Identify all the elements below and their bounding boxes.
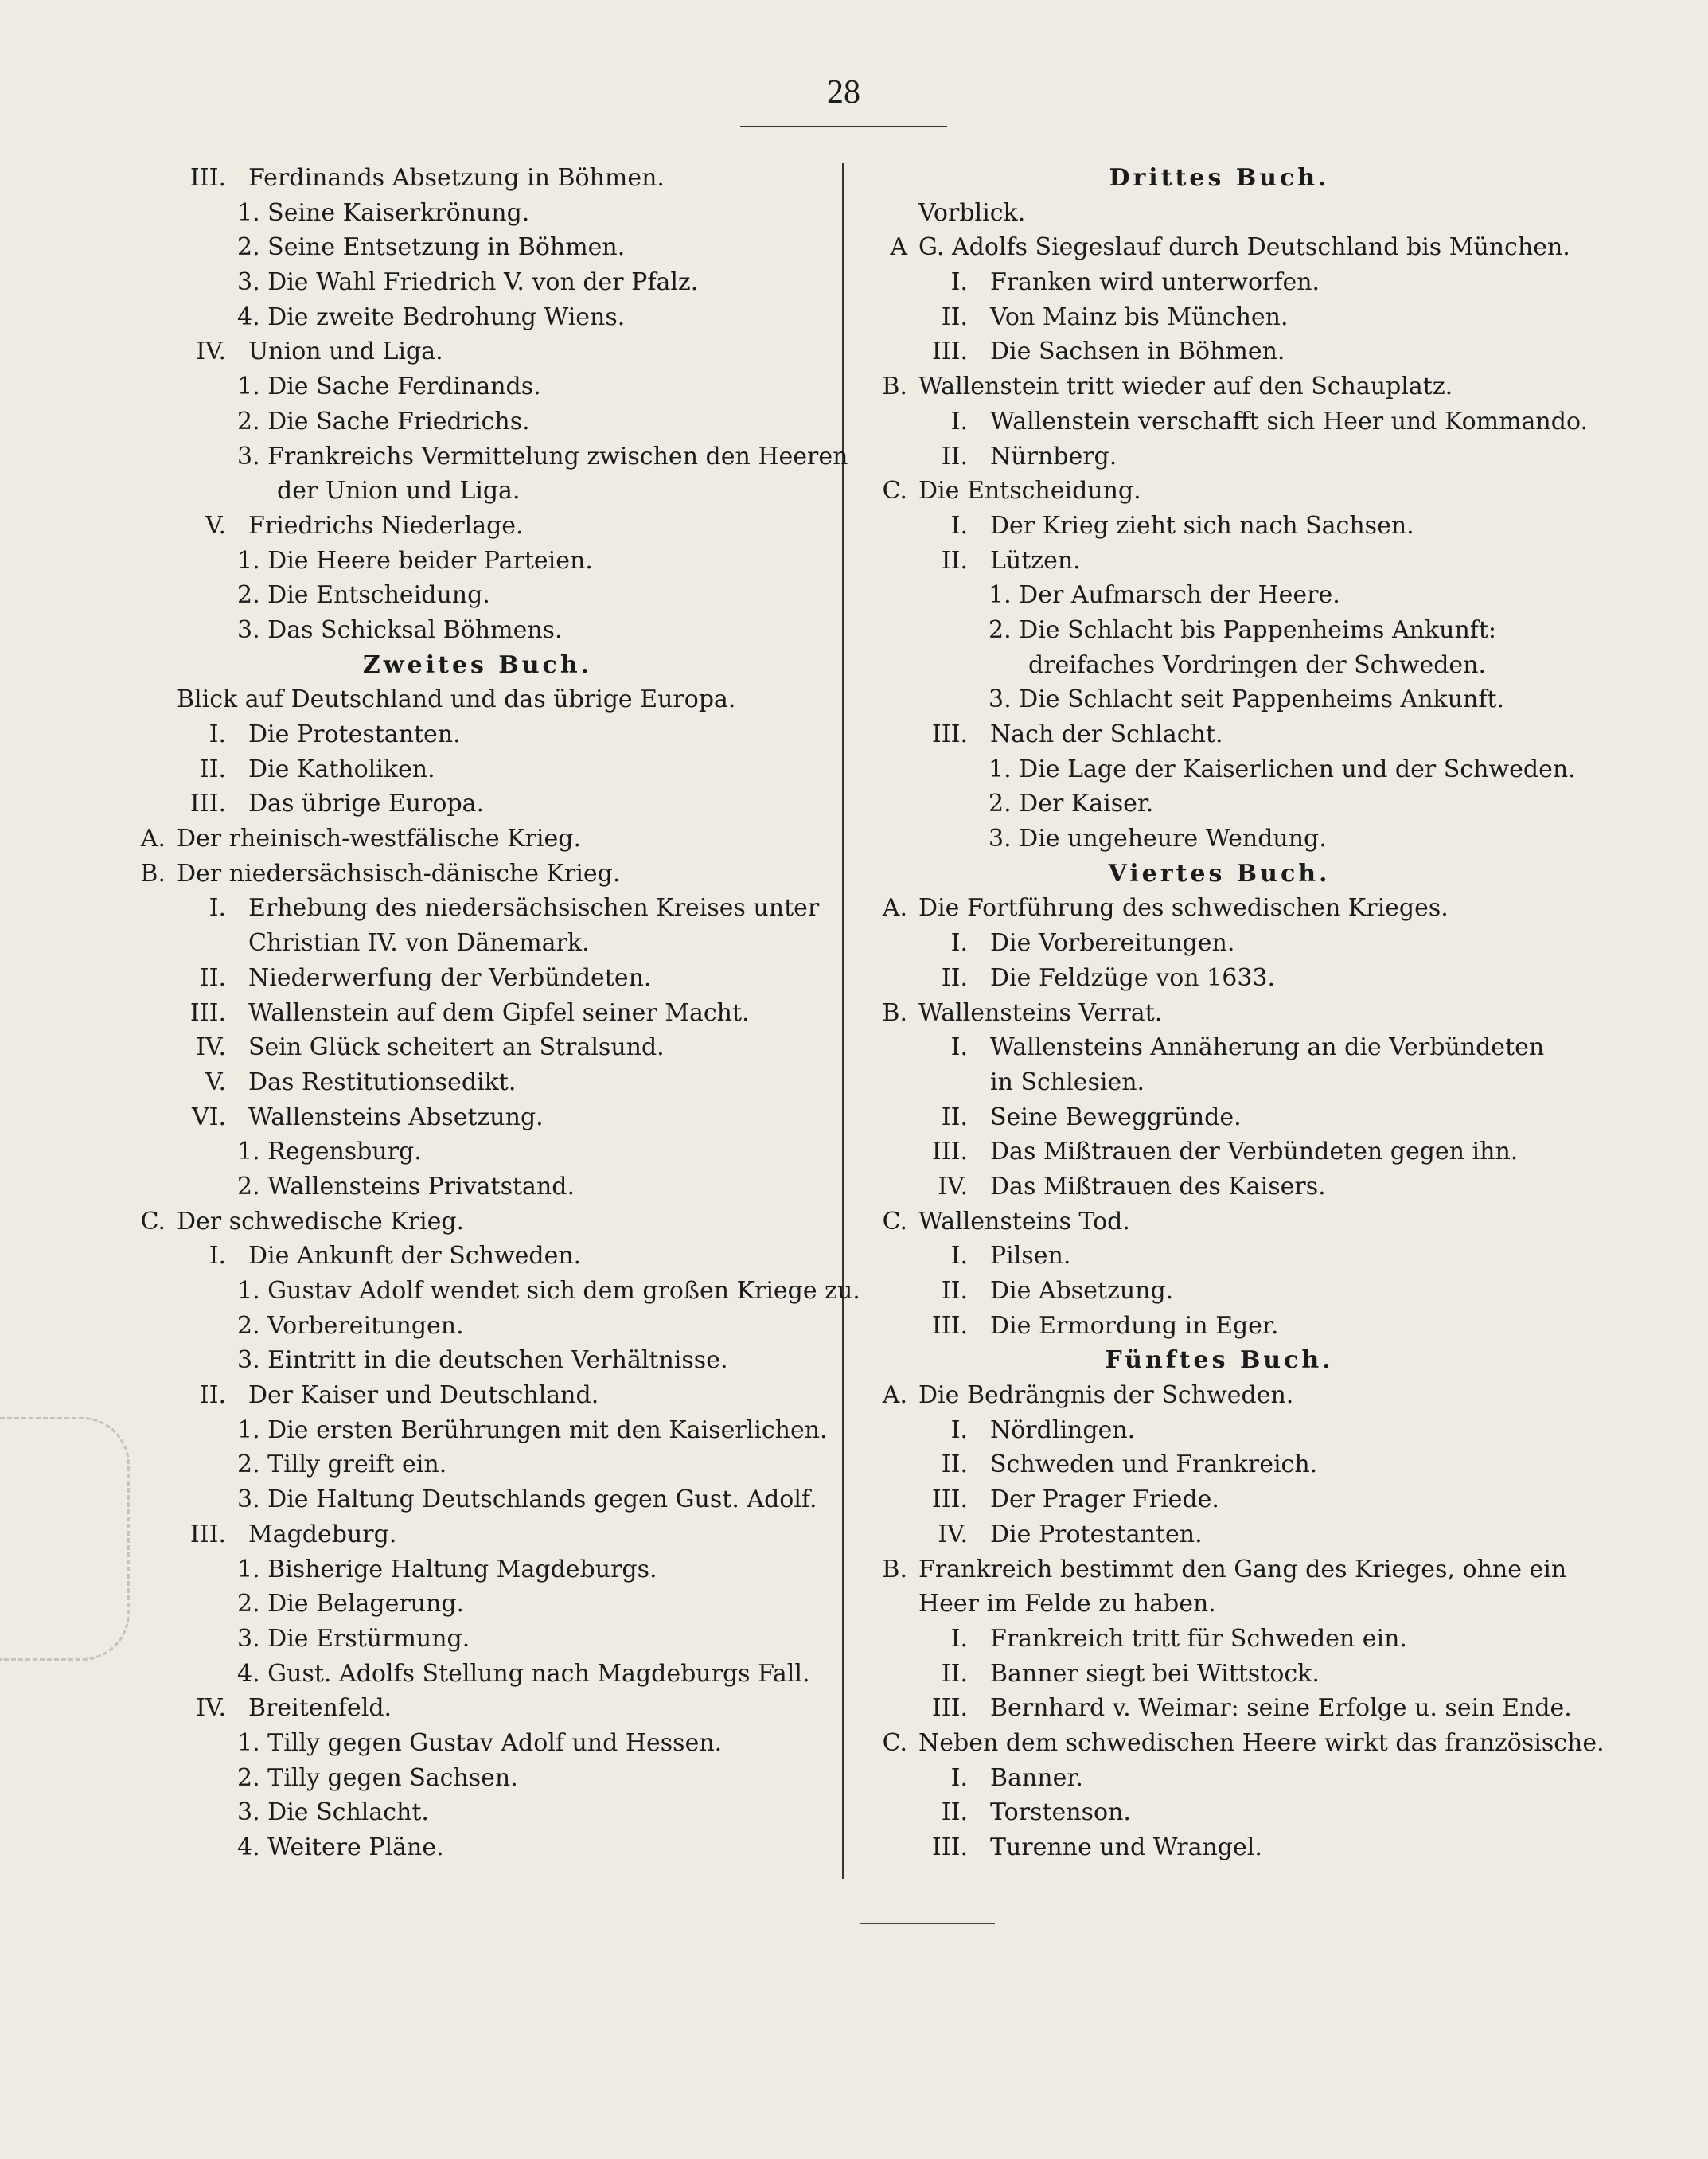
toc-line bbox=[119, 1795, 836, 1830]
toc-line bbox=[119, 1657, 836, 1692]
toc-text: Die Sachsen in Böhmen. bbox=[990, 338, 1285, 366]
toc-text: Banner siegt bei Wittstock. bbox=[990, 1659, 1320, 1688]
toc-text: Union und Liga. bbox=[248, 338, 443, 366]
toc-number: III. bbox=[931, 1833, 968, 1861]
toc-line bbox=[119, 1761, 836, 1796]
toc-number: III. bbox=[931, 1138, 968, 1166]
toc-text: Die Absetzung. bbox=[990, 1277, 1174, 1305]
toc-number: I. bbox=[950, 407, 968, 435]
toc-line bbox=[119, 1239, 836, 1274]
toc-text: 1. Die ersten Berührungen mit den Kaiserlichen. bbox=[237, 1415, 828, 1444]
toc-number: I. bbox=[209, 1242, 226, 1271]
toc-number: III. bbox=[931, 1694, 968, 1723]
toc-line bbox=[119, 822, 836, 857]
toc-text: 4. Gust. Adolfs Stellung nach Magdeburgs Fall. bbox=[237, 1659, 810, 1688]
toc-number: IV. bbox=[196, 1694, 226, 1723]
toc-text: Das übrige Europa. bbox=[248, 790, 485, 818]
toc-number: B. bbox=[882, 998, 907, 1027]
toc-line bbox=[861, 265, 1577, 300]
toc-line bbox=[119, 1169, 836, 1204]
toc-line bbox=[861, 1552, 1577, 1587]
toc-text: Nürnberg. bbox=[990, 442, 1117, 470]
toc-line bbox=[861, 1309, 1577, 1344]
toc-text: Frankreich tritt für Schweden ein. bbox=[990, 1624, 1407, 1653]
toc-text: Sein Glück scheitert an Stralsund. bbox=[248, 1033, 665, 1062]
toc-line bbox=[861, 717, 1577, 752]
toc-line bbox=[861, 1239, 1577, 1274]
toc-line bbox=[119, 1726, 836, 1761]
toc-text: 3. Die ungeheure Wendung. bbox=[989, 825, 1327, 853]
toc-line bbox=[119, 1447, 836, 1482]
toc-line bbox=[119, 1413, 836, 1448]
toc-text: 2. Vorbereitungen. bbox=[237, 1311, 464, 1340]
column-divider bbox=[842, 163, 844, 1879]
toc-line bbox=[119, 717, 836, 752]
toc-text: 1. Gustav Adolf wendet sich dem großen Kriege zu. bbox=[237, 1277, 860, 1305]
toc-number: B. bbox=[882, 1555, 907, 1583]
toc-text: Der schwedische Krieg. bbox=[177, 1207, 465, 1236]
toc-line bbox=[119, 857, 836, 892]
toc-text: Das Mißtrauen des Kaisers. bbox=[990, 1172, 1326, 1201]
toc-line bbox=[119, 1100, 836, 1135]
toc-text: Christian IV. von Dänemark. bbox=[248, 929, 590, 958]
toc-number: IV. bbox=[938, 1172, 968, 1201]
toc-text: Nach der Schlacht. bbox=[990, 720, 1223, 748]
toc-line bbox=[861, 1030, 1577, 1065]
toc-text: 3. Die Schlacht seit Pappenheims Ankunft. bbox=[989, 685, 1505, 714]
toc-line bbox=[861, 891, 1577, 926]
toc-line bbox=[861, 509, 1577, 544]
library-stamp bbox=[0, 1417, 130, 1661]
toc-text: Bernhard v. Weimar: seine Erfolge u. sein Ende. bbox=[990, 1694, 1572, 1723]
header-rule bbox=[740, 126, 947, 127]
toc-line bbox=[119, 230, 836, 265]
toc-number: I. bbox=[950, 1763, 968, 1792]
toc-number: IV. bbox=[196, 1033, 226, 1062]
toc-line bbox=[119, 891, 836, 926]
toc-line bbox=[119, 1587, 836, 1622]
toc-text: 2. Der Kaiser. bbox=[989, 790, 1154, 818]
toc-line bbox=[119, 439, 848, 474]
toc-number: I. bbox=[950, 511, 968, 540]
toc-text: Wallenstein tritt wieder auf den Schauplatz. bbox=[918, 373, 1453, 401]
toc-text: Der Prager Friede. bbox=[990, 1486, 1219, 1514]
toc-text: dreifaches Vordringen der Schweden. bbox=[1028, 650, 1487, 679]
toc-text: 2. Tilly greift ein. bbox=[237, 1450, 447, 1479]
toc-text: Magdeburg. bbox=[248, 1520, 397, 1548]
toc-line bbox=[861, 1134, 1577, 1169]
toc-number: II. bbox=[941, 1659, 968, 1688]
toc-number: B. bbox=[882, 373, 907, 401]
toc-line bbox=[119, 1274, 860, 1309]
toc-text: Neben dem schwedischen Heere wirkt das französische. bbox=[918, 1728, 1605, 1757]
toc-number: A bbox=[890, 233, 907, 262]
toc-line bbox=[119, 1482, 836, 1517]
toc-text: Das Restitutionsedikt. bbox=[248, 1068, 517, 1096]
toc-line bbox=[861, 613, 1577, 648]
toc-line bbox=[861, 961, 1577, 996]
toc-number: III. bbox=[189, 164, 226, 192]
toc-text: Wallensteins Annäherung an die Verbündeten bbox=[990, 1033, 1545, 1062]
toc-number: III. bbox=[931, 1486, 968, 1514]
toc-number: I. bbox=[950, 268, 968, 297]
toc-line bbox=[861, 1622, 1577, 1657]
toc-line bbox=[861, 1691, 1577, 1726]
toc-text: Vorblick. bbox=[918, 198, 1026, 227]
toc-text: Pilsen. bbox=[990, 1242, 1071, 1271]
toc-text: Wallensteins Absetzung. bbox=[248, 1103, 544, 1131]
toc-number: III. bbox=[189, 790, 226, 818]
toc-line bbox=[861, 1204, 1577, 1240]
toc-line bbox=[119, 300, 836, 335]
toc-text: Die Entscheidung. bbox=[918, 477, 1141, 506]
toc-text: Franken wird unterworfen. bbox=[990, 268, 1320, 297]
toc-line bbox=[861, 1274, 1577, 1309]
toc-line bbox=[861, 369, 1577, 404]
toc-line bbox=[119, 996, 836, 1031]
toc-line bbox=[861, 1413, 1577, 1448]
toc-number: I. bbox=[209, 720, 226, 748]
toc-text: Banner. bbox=[990, 1763, 1083, 1792]
toc-number: A. bbox=[140, 825, 166, 853]
toc-line bbox=[119, 1517, 836, 1552]
toc-line bbox=[119, 752, 836, 787]
toc-line bbox=[861, 787, 1577, 822]
toc-number: C. bbox=[140, 1207, 166, 1236]
toc-line bbox=[119, 1309, 836, 1344]
toc-text: 1. Die Lage der Kaiserlichen und der Schweden. bbox=[989, 755, 1576, 783]
toc-text: Die Protestanten. bbox=[248, 720, 461, 748]
toc-line bbox=[119, 1378, 836, 1413]
toc-text: 2. Wallensteins Privatstand. bbox=[237, 1172, 575, 1201]
toc-text: Breitenfeld. bbox=[248, 1694, 392, 1723]
book-heading: Drittes Buch. bbox=[1109, 164, 1330, 192]
toc-text: Die Feldzüge von 1633. bbox=[990, 963, 1276, 992]
toc-number: II. bbox=[941, 1277, 968, 1305]
toc-line bbox=[119, 1691, 836, 1726]
toc-line bbox=[119, 961, 836, 996]
toc-number: II. bbox=[941, 1798, 968, 1827]
toc-text: 2. Seine Entsetzung in Böhmen. bbox=[237, 233, 626, 262]
toc-text: 1. Die Heere beider Parteien. bbox=[237, 546, 593, 575]
toc-text: 2. Tilly gegen Sachsen. bbox=[237, 1763, 518, 1792]
toc-line bbox=[861, 1761, 1577, 1796]
toc-line bbox=[861, 1482, 1577, 1517]
toc-line bbox=[119, 404, 836, 439]
toc-line bbox=[861, 1726, 1605, 1761]
toc-text: Ferdinands Absetzung in Böhmen. bbox=[248, 164, 665, 192]
toc-text: 2. Die Schlacht bis Pappenheims Ankunft: bbox=[989, 615, 1497, 644]
toc-line bbox=[861, 1795, 1577, 1830]
page-number: 28 bbox=[827, 74, 860, 111]
toc-line bbox=[861, 544, 1577, 579]
toc-text: 3. Die Schlacht. bbox=[237, 1798, 429, 1827]
toc-text: 2. Die Sache Friedrichs. bbox=[237, 407, 530, 435]
toc-text: Die Vorbereitungen. bbox=[990, 929, 1235, 958]
toc-text: Torstenson. bbox=[990, 1798, 1131, 1827]
toc-line bbox=[119, 613, 836, 648]
toc-number: A. bbox=[882, 1381, 907, 1410]
toc-number: C. bbox=[882, 1728, 907, 1757]
toc-text: Heer im Felde zu haben. bbox=[918, 1590, 1216, 1618]
toc-text: 2. Die Belagerung. bbox=[237, 1590, 465, 1618]
toc-line bbox=[861, 474, 1577, 509]
toc-line bbox=[861, 1657, 1577, 1692]
toc-number: C. bbox=[882, 1207, 907, 1236]
toc-number: II. bbox=[199, 755, 226, 783]
toc-text: Die Katholiken. bbox=[248, 755, 435, 783]
toc-text: 3. Das Schicksal Böhmens. bbox=[237, 615, 563, 644]
toc-text: Wallensteins Verrat. bbox=[918, 998, 1163, 1027]
toc-number: IV. bbox=[196, 338, 226, 366]
toc-number: B. bbox=[140, 859, 166, 888]
end-rule bbox=[860, 1923, 995, 1924]
toc-line bbox=[119, 1622, 836, 1657]
toc-line bbox=[861, 230, 1577, 265]
toc-text: 4. Die zweite Bedrohung Wiens. bbox=[237, 303, 626, 331]
toc-line bbox=[119, 474, 836, 509]
toc-text: 3. Eintritt in die deutschen Verhältnisse. bbox=[237, 1346, 728, 1375]
toc-line bbox=[861, 752, 1577, 787]
toc-line bbox=[861, 1447, 1577, 1482]
toc-number: V. bbox=[205, 511, 226, 540]
toc-number: II. bbox=[941, 546, 968, 575]
toc-text: der Union und Liga. bbox=[277, 477, 521, 506]
toc-text: Der rheinisch-westfälische Krieg. bbox=[177, 825, 581, 853]
toc-line bbox=[861, 648, 1577, 683]
toc-number: I. bbox=[950, 1624, 968, 1653]
toc-text: Die Ankunft der Schweden. bbox=[248, 1242, 582, 1271]
toc-text: Lützen. bbox=[990, 546, 1081, 575]
toc-text: 3. Die Wahl Friedrich V. von der Pfalz. bbox=[237, 268, 699, 297]
toc-text: Erhebung des niedersächsischen Kreises unter bbox=[248, 894, 820, 923]
toc-line bbox=[119, 1343, 836, 1378]
toc-line bbox=[119, 787, 836, 822]
toc-line bbox=[861, 1587, 1577, 1622]
toc-line bbox=[861, 1830, 1577, 1865]
toc-text: Friedrichs Niederlage. bbox=[248, 511, 524, 540]
book-heading: Viertes Buch. bbox=[1108, 859, 1331, 888]
toc-text: 1. Bisherige Haltung Magdeburgs. bbox=[237, 1555, 657, 1583]
toc-text: Das Mißtrauen der Verbündeten gegen ihn. bbox=[990, 1138, 1519, 1166]
toc-line bbox=[119, 369, 836, 404]
toc-number: I. bbox=[950, 1242, 968, 1271]
toc-line bbox=[861, 300, 1577, 335]
toc-line bbox=[861, 334, 1577, 369]
toc-number: III. bbox=[931, 1311, 968, 1340]
toc-line bbox=[119, 509, 836, 544]
toc-text: Niederwerfung der Verbündeten. bbox=[248, 963, 652, 992]
toc-text: Wallenstein verschafft sich Heer und Kommando. bbox=[990, 407, 1589, 435]
toc-text: 1. Tilly gegen Gustav Adolf und Hessen. bbox=[237, 1728, 723, 1757]
toc-number: V. bbox=[205, 1068, 226, 1096]
toc-text: Der niedersächsisch-dänische Krieg. bbox=[177, 859, 621, 888]
toc-text: Frankreich bestimmt den Gang des Krieges, ohne ein bbox=[918, 1555, 1567, 1583]
toc-number: I. bbox=[950, 1033, 968, 1062]
toc-text: Wallensteins Tod. bbox=[918, 1207, 1130, 1236]
toc-number: A. bbox=[882, 894, 907, 923]
toc-number: II. bbox=[941, 1103, 968, 1131]
toc-line bbox=[119, 265, 836, 300]
toc-text: 3. Die Haltung Deutschlands gegen Gust. Adolf. bbox=[237, 1486, 817, 1514]
toc-text: 1. Regensburg. bbox=[237, 1138, 422, 1166]
toc-text: Die Ermordung in Eger. bbox=[990, 1311, 1279, 1340]
toc-text: Der Kaiser und Deutschland. bbox=[248, 1381, 599, 1410]
toc-text: Nördlingen. bbox=[990, 1415, 1136, 1444]
toc-text: Wallenstein auf dem Gipfel seiner Macht. bbox=[248, 998, 750, 1027]
toc-line bbox=[861, 822, 1577, 857]
toc-number: II. bbox=[941, 303, 968, 331]
toc-line bbox=[119, 161, 836, 196]
toc-text: 3. Die Erstürmung. bbox=[237, 1624, 470, 1653]
toc-text: Von Mainz bis München. bbox=[990, 303, 1289, 331]
toc-text: 1. Der Aufmarsch der Heere. bbox=[989, 581, 1340, 610]
toc-text: Seine Beweggründe. bbox=[990, 1103, 1242, 1131]
toc-text: G. Adolfs Siegeslauf durch Deutschland bis München. bbox=[918, 233, 1570, 262]
toc-number: II. bbox=[941, 1450, 968, 1479]
toc-number: I. bbox=[950, 1415, 968, 1444]
toc-number: IV. bbox=[938, 1520, 968, 1548]
toc-line bbox=[119, 1134, 836, 1169]
toc-line bbox=[119, 1830, 836, 1865]
toc-line bbox=[861, 1378, 1577, 1413]
toc-number: III. bbox=[189, 998, 226, 1027]
toc-line bbox=[119, 334, 836, 369]
toc-line bbox=[119, 1204, 836, 1240]
toc-number: I. bbox=[209, 894, 226, 923]
toc-number: II. bbox=[941, 963, 968, 992]
toc-line bbox=[861, 1065, 1577, 1100]
toc-text: Blick auf Deutschland und das übrige Europa. bbox=[177, 685, 736, 714]
toc-line bbox=[861, 996, 1577, 1031]
toc-text: in Schlesien. bbox=[990, 1068, 1145, 1096]
toc-line bbox=[119, 544, 836, 579]
toc-line bbox=[119, 196, 836, 231]
toc-line bbox=[861, 1517, 1577, 1552]
toc-text: 2. Die Entscheidung. bbox=[237, 581, 490, 610]
toc-number: III. bbox=[931, 720, 968, 748]
toc-number: II. bbox=[199, 963, 226, 992]
toc-number: I. bbox=[950, 929, 968, 958]
left-column bbox=[119, 161, 860, 1865]
toc-text: Die Fortführung des schwedischen Krieges. bbox=[918, 894, 1449, 923]
toc-number: III. bbox=[931, 338, 968, 366]
book-heading: Zweites Buch. bbox=[362, 650, 593, 679]
toc-number: C. bbox=[882, 477, 907, 506]
toc-text: 4. Weitere Pläne. bbox=[237, 1833, 444, 1861]
toc-number: VI. bbox=[191, 1103, 226, 1131]
toc-line bbox=[861, 926, 1577, 961]
toc-number: II. bbox=[941, 442, 968, 470]
toc-line bbox=[119, 578, 836, 613]
toc-number: II. bbox=[199, 1381, 226, 1410]
toc-number: III. bbox=[189, 1520, 226, 1548]
toc-line bbox=[861, 1169, 1577, 1204]
toc-line bbox=[861, 578, 1577, 613]
toc-text: 1. Seine Kaiserkrönung. bbox=[237, 198, 530, 227]
toc-text: Die Bedrängnis der Schweden. bbox=[918, 1381, 1294, 1410]
toc-line bbox=[861, 1100, 1577, 1135]
toc-line bbox=[119, 682, 836, 717]
toc-line bbox=[861, 404, 1589, 439]
toc-line bbox=[119, 1552, 836, 1587]
right-column bbox=[861, 161, 1605, 1865]
toc-line bbox=[119, 1065, 836, 1100]
toc-line bbox=[861, 196, 1577, 231]
toc-line bbox=[861, 439, 1577, 474]
toc-line bbox=[119, 926, 836, 961]
toc-text: Die Protestanten. bbox=[990, 1520, 1203, 1548]
toc-text: 3. Frankreichs Vermittelung zwischen den Heeren bbox=[237, 442, 848, 470]
toc-line bbox=[119, 1030, 836, 1065]
book-heading: Fünftes Buch. bbox=[1105, 1346, 1334, 1375]
toc-text: Der Krieg zieht sich nach Sachsen. bbox=[990, 511, 1414, 540]
toc-text: 1. Die Sache Ferdinands. bbox=[237, 373, 541, 401]
toc-text: Schweden und Frankreich. bbox=[990, 1450, 1318, 1479]
toc-text: Turenne und Wrangel. bbox=[990, 1833, 1262, 1861]
toc-line bbox=[861, 682, 1577, 717]
